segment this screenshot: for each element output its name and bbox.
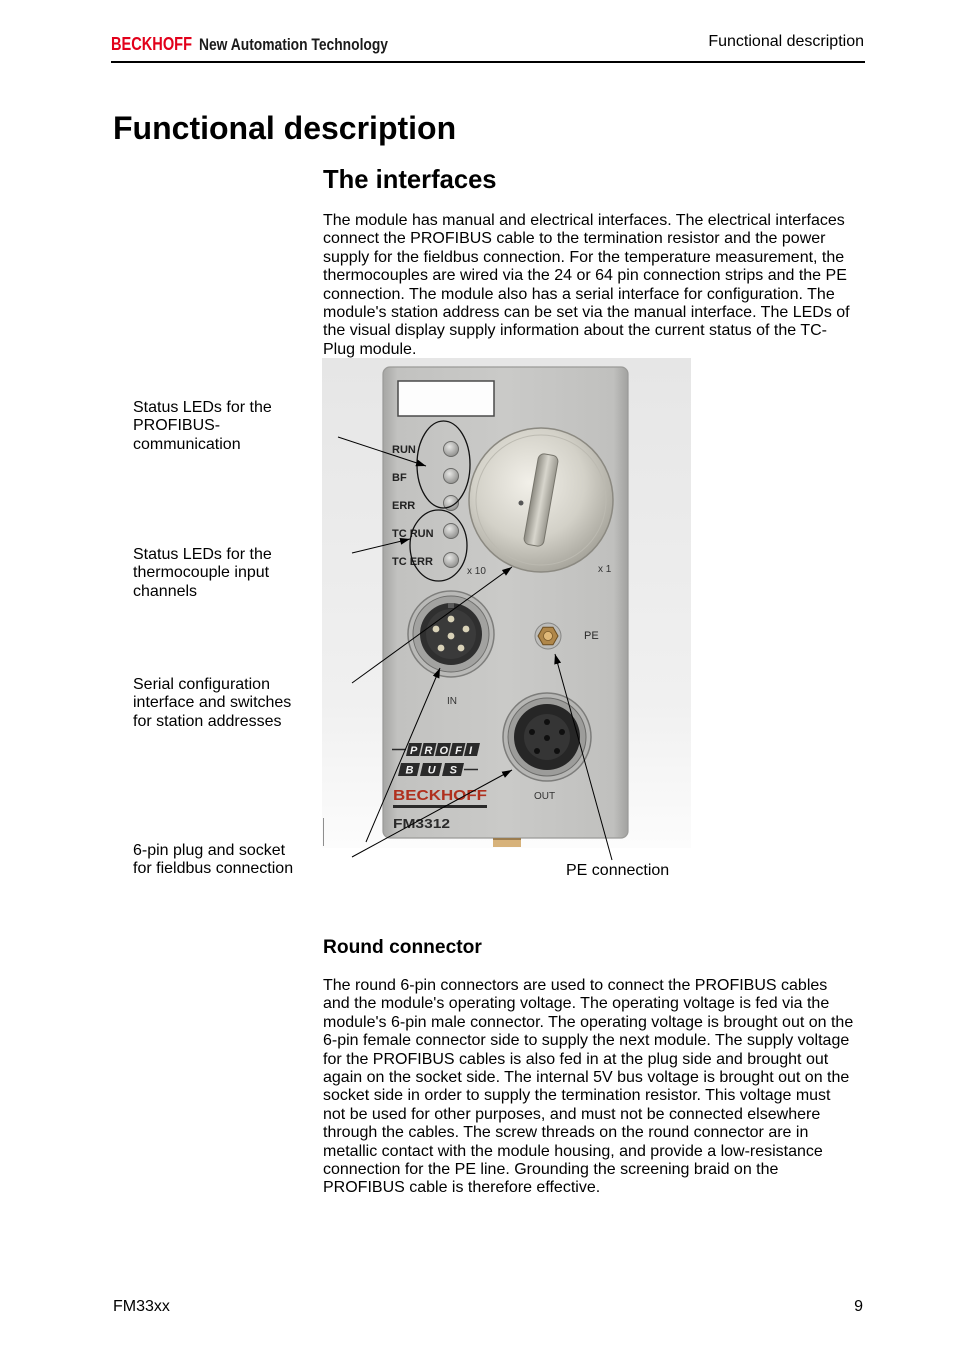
round-connector-body-line: socket side in order to supply the termination resistor. This voltage must	[323, 1087, 831, 1105]
round-connector-body-line: module's 6-pin male connector. The operating voltage is brought out on the	[323, 1013, 854, 1031]
led-label-tc-run: TC RUN	[392, 528, 434, 540]
switch-hole	[519, 501, 524, 506]
interfaces-body	[323, 212, 850, 359]
socket-hole	[559, 729, 565, 735]
module-brand-bar	[393, 805, 487, 808]
interfaces-body-line: The module has manual and electrical interfaces. The electrical interfaces	[323, 212, 845, 229]
socket-hole	[529, 729, 535, 735]
plug-pin	[433, 626, 440, 633]
round-connector-body-line: 6-pin female connector side to supply the next module. The supply voltage	[323, 1032, 850, 1050]
led-tc-err	[444, 553, 459, 568]
callout-line: Status LEDs for the	[133, 399, 272, 416]
interfaces-body-line: thermocouples are wired via the 24 or 64 pin connection strips and the PE	[323, 267, 847, 285]
callout-line: thermocouple input	[133, 564, 270, 582]
led-label-tc-err: TC ERR	[392, 556, 433, 568]
label-field	[398, 381, 494, 416]
interfaces-body-line: connect the PROFIBUS cable to the termination resistor and the power	[323, 230, 826, 248]
callout-line: for fieldbus connection	[133, 860, 294, 878]
pe-label: PE	[584, 630, 599, 642]
interfaces-body-line: Plug module.	[323, 340, 417, 358]
logo-brand: BECKHOFF	[111, 34, 192, 54]
callout-profibus-leds	[133, 399, 272, 454]
beckhoff-logo	[108, 30, 398, 58]
address-switch	[469, 428, 613, 572]
page-title: Functional description	[113, 110, 457, 146]
plug-key-notch	[448, 603, 454, 608]
callout-line: interface and switches	[133, 694, 292, 712]
module-model: FM3312	[393, 817, 451, 831]
callout-line: communication	[133, 435, 241, 453]
led-label-err: ERR	[392, 500, 416, 512]
plug-pin	[463, 626, 470, 633]
pe-screw	[535, 623, 561, 649]
callout-thermocouple-leds	[133, 546, 272, 601]
led-run	[444, 442, 459, 457]
callout-line: Serial configuration	[133, 676, 270, 693]
round-connector-body-line: again on the socket side. The internal 5V bus voltage is brought out on the	[323, 1069, 850, 1087]
plug-pin	[458, 645, 465, 652]
module-photo	[322, 355, 694, 875]
round-connector-body-line: PROFIBUS cable is therefore effective.	[323, 1179, 601, 1197]
footer-product: FM33xx	[113, 1298, 170, 1315]
led-tc-run	[444, 524, 459, 539]
led-label-bf: BF	[392, 472, 407, 484]
interfaces-body-line: module's station address can be set via the manual interface. The LEDs of	[323, 304, 850, 322]
round-connector-heading: Round connector	[323, 937, 482, 958]
socket-hole	[554, 748, 560, 754]
interfaces-body-line: supply for the fieldbus connection. For the temperature measurement, the	[323, 248, 845, 266]
callout-pe-connection: PE connection	[566, 862, 670, 879]
callout-fieldbus-connectors	[133, 842, 293, 879]
plug-pin	[448, 633, 455, 640]
callout-line: 6-pin plug and socket	[133, 842, 286, 859]
callout-line: channels	[133, 582, 198, 600]
round-connector-body-line: through the cables. The screw threads on the round connector are in	[323, 1124, 809, 1142]
interfaces-body-line: the visual display supply information about the current status of the TC-	[323, 322, 827, 340]
in-label: IN	[447, 696, 457, 707]
pe-stud	[544, 632, 553, 641]
round-connector-body-line: for the PROFIBUS cables is also fed in at the plug side and brought out	[323, 1050, 829, 1068]
led-bf	[444, 469, 459, 484]
profibus-logo-bus: BUS	[405, 764, 457, 777]
interfaces-heading: The interfaces	[323, 166, 497, 194]
round-connector-body-line: not be used for other purposes, and must not be connected elsewhere	[323, 1105, 821, 1123]
callout-line: for station addresses	[133, 712, 282, 730]
plug-pin	[438, 645, 445, 652]
plug-pin	[448, 616, 455, 623]
socket-hole	[534, 748, 540, 754]
round-connector-body-line: and the module's operating voltage. The operating voltage is fed via the	[323, 995, 830, 1013]
plug-in-connector	[408, 591, 494, 677]
switch-x10-label: x 10	[467, 566, 486, 577]
callout-line: Status LEDs for the	[133, 546, 272, 563]
callout-serial-interface	[133, 676, 291, 731]
footer-page-number: 9	[854, 1298, 863, 1315]
switch-x1-label: x 1	[598, 564, 612, 575]
led-label-run: RUN	[392, 444, 416, 456]
module-brand: BECKHOFF	[393, 787, 487, 804]
header-rule	[111, 61, 865, 63]
round-connector-body-line: The round 6-pin connectors are used to connect the PROFIBUS cables	[323, 977, 828, 994]
round-connector-body-line: metallic contact with the module housing, and provide a low-resistance	[323, 1142, 823, 1160]
module-bottom-nub-edge	[493, 838, 521, 840]
out-label: OUT	[534, 791, 556, 802]
round-connector-body	[323, 977, 853, 1198]
socket-hole	[544, 719, 550, 725]
socket-hole	[544, 735, 550, 741]
profibus-logo-profi: PROFI	[410, 745, 472, 757]
interfaces-body-line: connection. The module also has a serial interface for configuration. The	[323, 285, 835, 303]
callout-line: PROFIBUS-	[133, 417, 221, 435]
running-head: Functional description	[708, 33, 864, 50]
logo-tagline: New Automation Technology	[199, 36, 389, 54]
round-connector-body-line: connection for the PE line. Grounding the screening braid on the	[323, 1161, 779, 1179]
